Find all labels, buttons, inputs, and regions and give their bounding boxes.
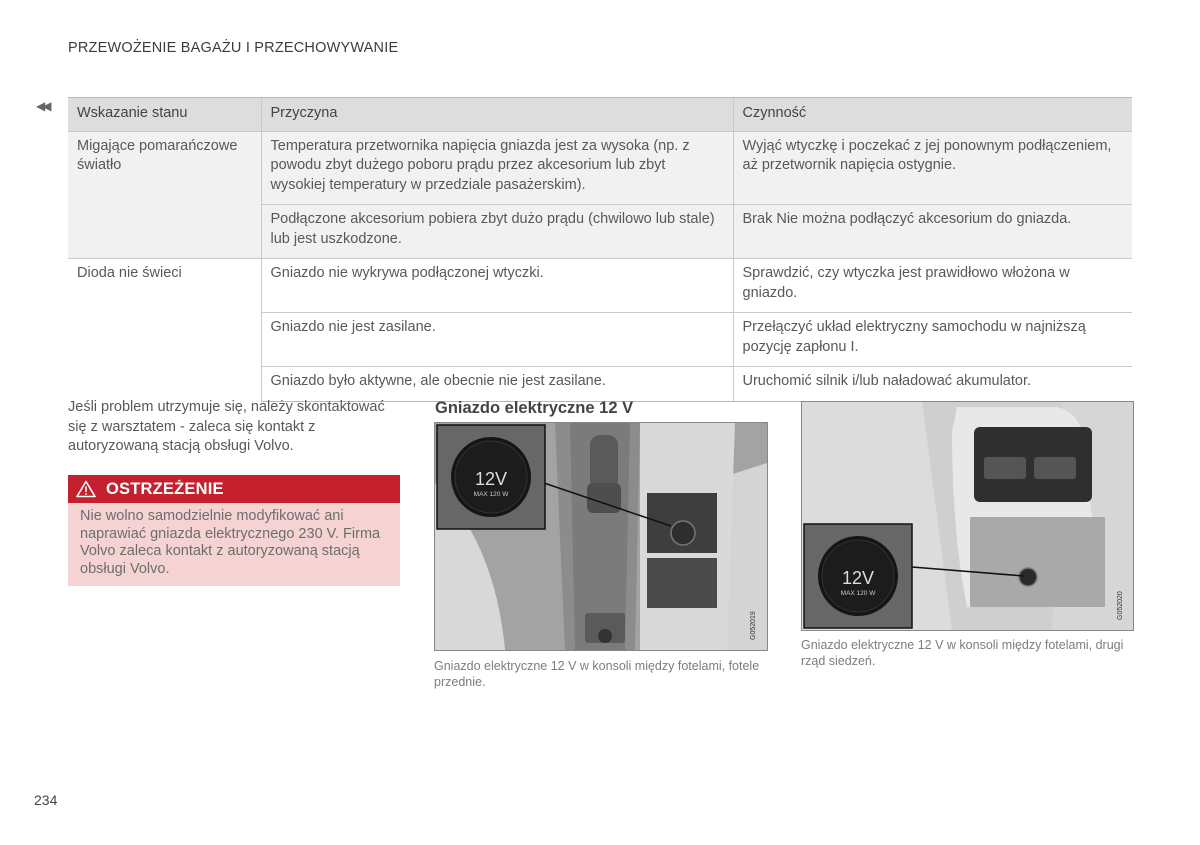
figure-code: G052019 (750, 611, 757, 640)
action-cell: Brak Nie można podłączyć akcesorium do gniazda. (733, 205, 1132, 259)
warning-title: OSTRZEŻENIE (106, 479, 224, 498)
indicator-cell: Migające pomarańczowe światło (68, 131, 261, 259)
cause-cell: Gniazdo nie jest zasilane. (261, 313, 733, 367)
figure-code: G052020 (1117, 591, 1124, 620)
socket-power-label: MAX 120 W (840, 590, 876, 597)
figure-front-console (434, 422, 768, 651)
socket-power-label: MAX 120 W (473, 491, 509, 498)
warning-text: Nie wolno samodzielnie modyfikować ani naprawiać gniazda elektrycznego 230 V. Firma Volvo zaleca kontakt z autoryzowaną stacją obsługi Volvo. (80, 508, 381, 577)
column-header: Przyczyna (261, 98, 733, 132)
contact-paragraph: Jeśli problem utrzymuje się, należy skontaktować się z warsztatem - zaleca się kontakt z autoryzowaną stacją obsługi Volvo. (68, 399, 385, 454)
socket-voltage-label: 12V (841, 568, 875, 588)
table-row (68, 131, 1132, 205)
section-title: Gniazdo elektryczne 12 V (435, 399, 634, 417)
action-cell: Uruchomić silnik i/lub naładować akumulator. (733, 367, 1132, 402)
cause-cell: Temperatura przetwornika napięcia gniazda jest za wysoka (np. z powodu zbyt dużego poboru prądu przez akcesorium lub zbyt wysokiej temperatury w przedziale pasażerskim). (261, 131, 733, 205)
figure-caption: Gniazdo elektryczne 12 V w konsoli między fotelami, drugi rząd siedzeń. (801, 638, 1124, 668)
rear-console-illustration (802, 402, 1133, 630)
figure-caption: Gniazdo elektryczne 12 V w konsoli między fotelami, fotele przednie. (434, 659, 760, 689)
action-cell: Przełączyć układ elektryczny samochodu w najniższą pozycję zapłonu I. (733, 313, 1132, 367)
action-cell: Sprawdzić, czy wtyczka jest prawidłowo włożona w gniazdo. (733, 259, 1132, 313)
table-row (68, 259, 1132, 313)
action-cell: Wyjąć wtyczkę i poczekać z jej ponownym podłączeniem, aż przetwornik napięcia ostygnie. (733, 131, 1132, 205)
indicator-cell: Dioda nie świeci (68, 259, 261, 402)
cause-cell: Podłączone akcesorium pobiera zbyt dużo prądu (chwilowo lub stale) lub jest uszkodzone. (261, 205, 733, 259)
page-number: 234 (34, 792, 58, 808)
column-header: Czynność (733, 98, 1132, 132)
figure-rear-console (801, 401, 1134, 631)
socket-voltage-label: 12V (474, 469, 508, 489)
warning-box (68, 475, 400, 586)
column-header: Wskazanie stanu (68, 98, 261, 132)
warning-triangle-icon (76, 480, 96, 498)
front-console-illustration (435, 423, 767, 650)
page-header: PRZEWOŻENIE BAGAŻU I PRZECHOWYWANIE (68, 40, 399, 56)
continued-icon: ◀◀ (36, 99, 49, 113)
table-header-row (68, 98, 1132, 132)
cause-cell: Gniazdo było aktywne, ale obecnie nie jest zasilane. (261, 367, 733, 402)
warning-header (68, 475, 400, 503)
cause-cell: Gniazdo nie wykrywa podłączonej wtyczki. (261, 259, 733, 313)
status-table (68, 97, 1132, 402)
